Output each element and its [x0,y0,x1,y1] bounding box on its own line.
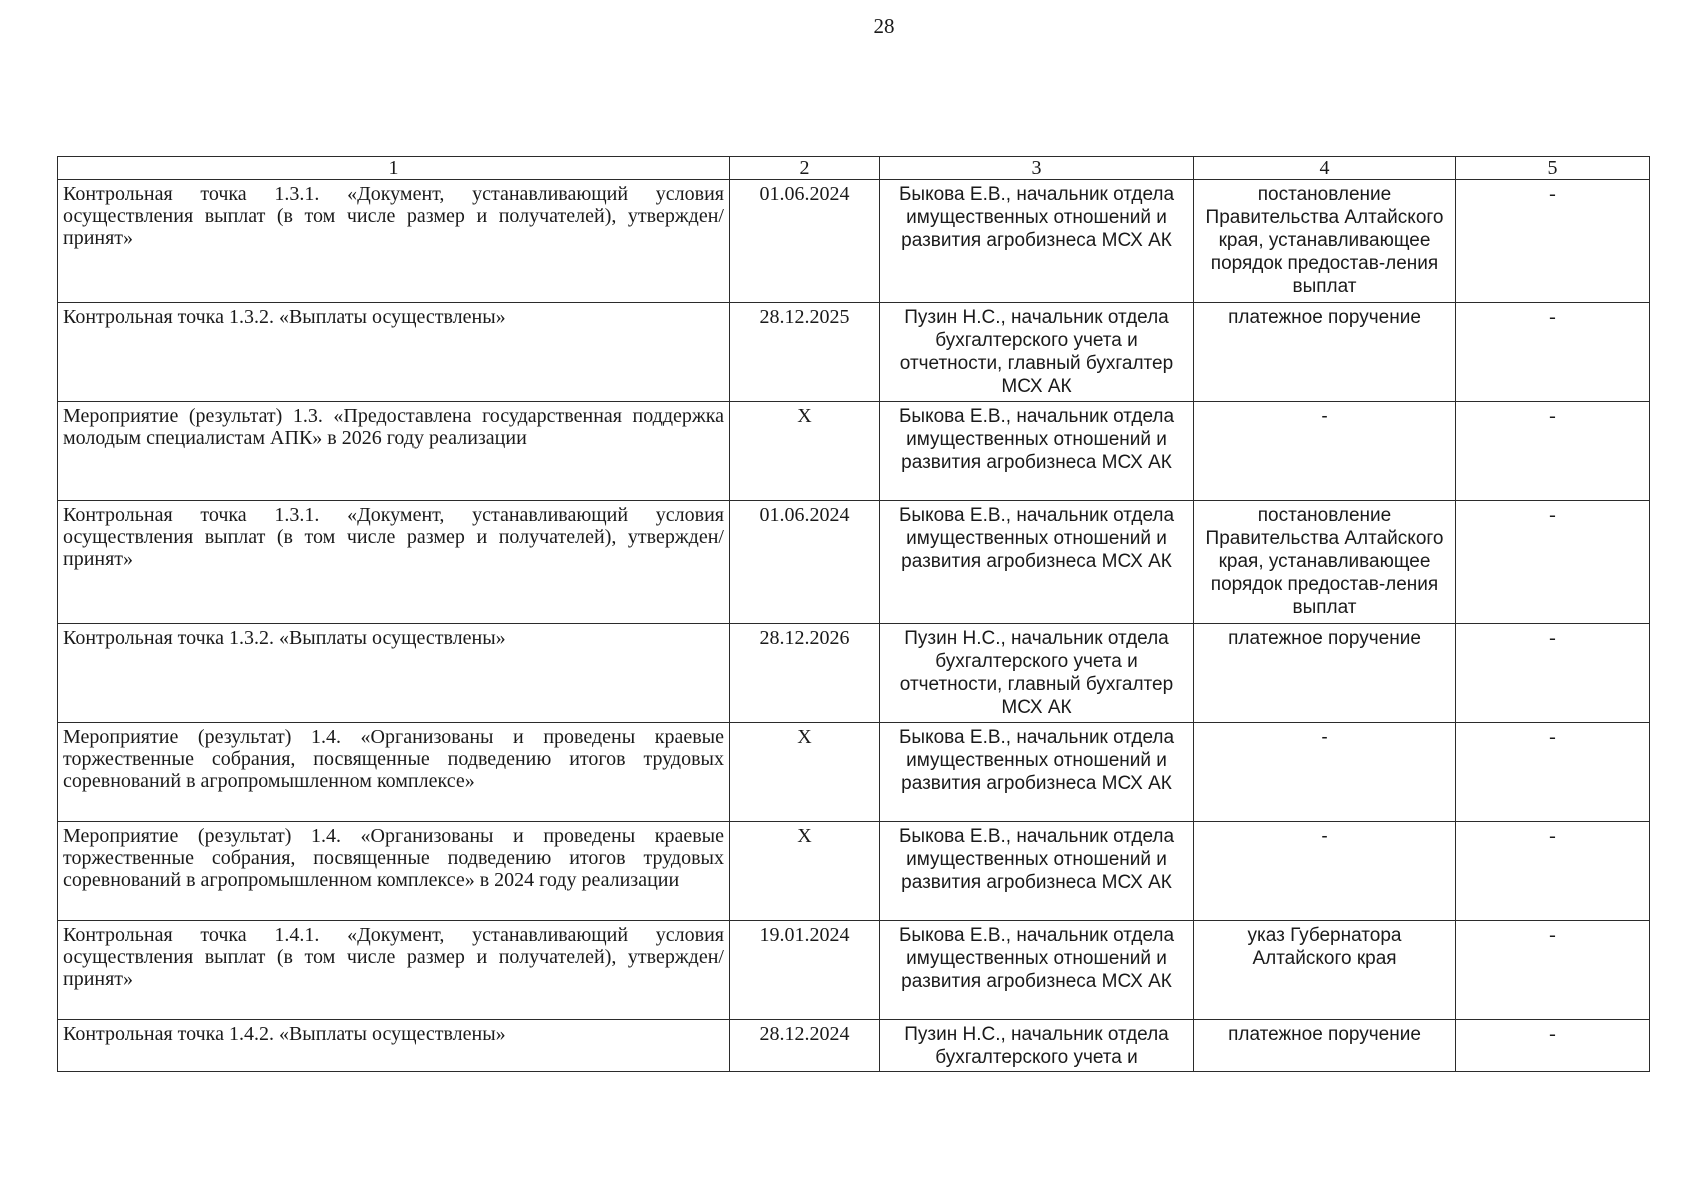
cell-responsible: Пузин Н.С., начальник отдела бухгалтерского учета и отчетности, главный бухгалтер МСХ АК [880,624,1194,723]
column-header: 1 [58,157,730,180]
cell-date: 19.01.2024 [730,921,880,1020]
cell-extra: - [1456,723,1650,822]
cell-name: Мероприятие (результат) 1.4. «Организованы и проведены краевые торжественные собрания, посвященные подведению итогов трудовых соревнований в агропромышленном комплексе» в 2024 году реализации [58,822,730,921]
cell-extra: - [1456,1020,1650,1072]
cell-name: Контрольная точка 1.3.1. «Документ, устанавливающий условия осуществления выплат (в том числе размер и получателей), утвержден/принят» [58,501,730,624]
cell-responsible: Быкова Е.В., начальник отдела имущественных отношений и развития агробизнеса МСХ АК [880,921,1194,1020]
table-row [58,723,1650,822]
cell-date: 28.12.2024 [730,1020,880,1072]
cell-name: Контрольная точка 1.4.2. «Выплаты осуществлены» [58,1020,730,1072]
cell-date: 28.12.2026 [730,624,880,723]
cell-document: - [1194,822,1456,921]
cell-date: 28.12.2025 [730,303,880,402]
cell-responsible: Пузин Н.С., начальник отдела бухгалтерского учета и отчетности, главный бухгалтер МСХ АК [880,303,1194,402]
cell-extra: - [1456,402,1650,501]
cell-date: X [730,822,880,921]
cell-document: - [1194,723,1456,822]
table-row [58,303,1650,402]
cell-responsible: Быкова Е.В., начальник отдела имущественных отношений и развития агробизнеса МСХ АК [880,723,1194,822]
table-row [58,402,1650,501]
cell-extra: - [1456,180,1650,303]
cell-extra: - [1456,624,1650,723]
cell-responsible: Быкова Е.В., начальник отдела имущественных отношений и развития агробизнеса МСХ АК [880,180,1194,303]
table-header-row [58,157,1650,180]
column-header: 3 [880,157,1194,180]
cell-document: - [1194,402,1456,501]
cell-name: Мероприятие (результат) 1.4. «Организованы и проведены краевые торжественные собрания, посвященные подведению итогов трудовых соревнований в агропромышленном комплексе» [58,723,730,822]
cell-document: постановление Правительства Алтайского края, устанавливающее порядок предостав-ления выплат [1194,501,1456,624]
cell-extra: - [1456,501,1650,624]
cell-document: платежное поручение [1194,1020,1456,1072]
cell-name: Мероприятие (результат) 1.3. «Предоставлена государственная поддержка молодым специалистам АПК» в 2026 году реализации [58,402,730,501]
column-header: 2 [730,157,880,180]
table-row [58,624,1650,723]
cell-date: X [730,723,880,822]
table-row [58,921,1650,1020]
page-number: 28 [873,14,895,38]
cell-document: указ Губернатора Алтайского края [1194,921,1456,1020]
cell-document: постановление Правительства Алтайского края, устанавливающее порядок предостав-ления выплат [1194,180,1456,303]
cell-extra: - [1456,303,1650,402]
table-row [58,822,1650,921]
cell-name: Контрольная точка 1.3.2. «Выплаты осуществлены» [58,303,730,402]
cell-responsible: Быкова Е.В., начальник отдела имущественных отношений и развития агробизнеса МСХ АК [880,822,1194,921]
cell-document: платежное поручение [1194,624,1456,723]
cell-responsible: Быкова Е.В., начальник отдела имущественных отношений и развития агробизнеса МСХ АК [880,501,1194,624]
control-points-table [57,156,1650,1072]
cell-date: 01.06.2024 [730,501,880,624]
cell-responsible: Пузин Н.С., начальник отдела бухгалтерского учета и [880,1020,1194,1072]
cell-name: Контрольная точка 1.3.1. «Документ, устанавливающий условия осуществления выплат (в том числе размер и получателей), утвержден/принят» [58,180,730,303]
table-row [58,1020,1650,1072]
cell-document: платежное поручение [1194,303,1456,402]
cell-extra: - [1456,822,1650,921]
cell-date: 01.06.2024 [730,180,880,303]
column-header: 5 [1456,157,1650,180]
cell-responsible: Быкова Е.В., начальник отдела имущественных отношений и развития агробизнеса МСХ АК [880,402,1194,501]
table-row [58,501,1650,624]
cell-name: Контрольная точка 1.4.1. «Документ, устанавливающий условия осуществления выплат (в том числе размер и получателей), утвержден/принят» [58,921,730,1020]
column-header: 4 [1194,157,1456,180]
cell-date: X [730,402,880,501]
cell-extra: - [1456,921,1650,1020]
cell-name: Контрольная точка 1.3.2. «Выплаты осуществлены» [58,624,730,723]
table-row [58,180,1650,303]
